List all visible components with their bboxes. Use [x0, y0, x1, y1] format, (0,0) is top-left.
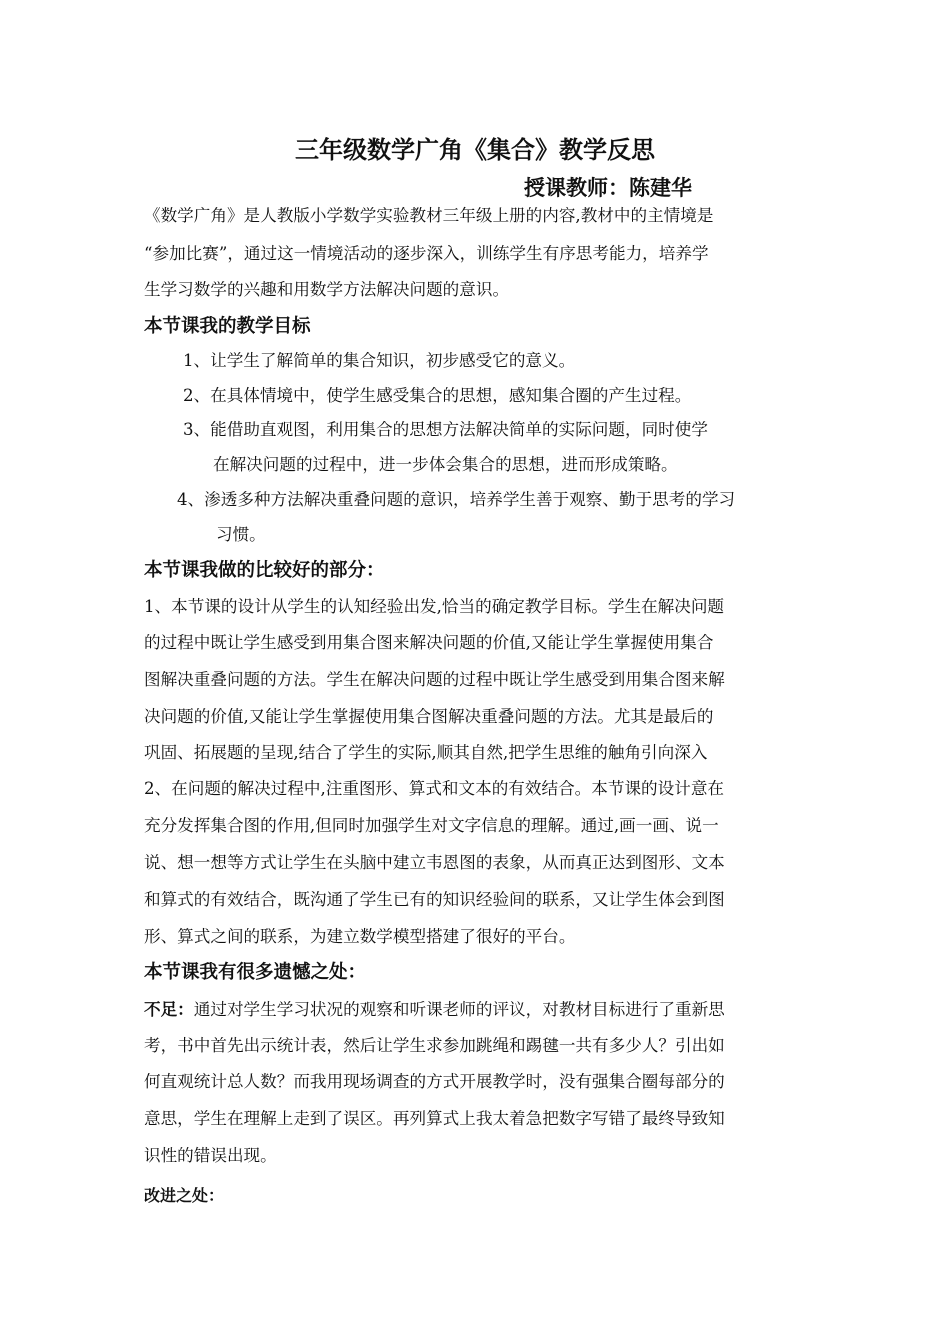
strength-line: 决问题的价值,又能让学生掌握使用集合图解决重叠问题的方法。尤其是最后的	[144, 707, 714, 726]
strength-line: 说、想一想等方式让学生在头脑中建立韦恩图的表象，从而真正达到图形、文本	[144, 853, 725, 872]
regret-line: 何直观统计总人数？而我用现场调查的方式开展教学时，没有强集合圈每部分的	[144, 1072, 725, 1091]
strength-line: 1、本节课的设计从学生的认知经验出发,恰当的确定教学目标。学生在解决问题	[144, 597, 725, 616]
strength-line: 充分发挥集合图的作用,但同时加强学生对文字信息的理解。通过,画一画、说一	[144, 816, 719, 835]
goal-item-continued: 在解决问题的过程中，进一步体会集合的思想，进而形成策略。	[213, 455, 678, 474]
strength-line: 巩固、拓展题的呈现,结合了学生的实际,顺其自然,把学生思维的触角引向深入	[144, 743, 708, 762]
intro-line: 生学习数学的兴趣和用数学方法解决问题的意识。	[144, 280, 510, 299]
goal-item: 1、让学生了解简单的集合知识，初步感受它的意义。	[183, 351, 576, 370]
section-heading-strengths: 本节课我做的比较好的部分：	[144, 560, 385, 581]
teacher-name: 授课教师：陈建华	[524, 176, 692, 200]
goal-item: 2、在具体情境中，使学生感受集合的思想，感知集合圈的产生过程。	[183, 386, 692, 405]
regret-text: 通过对学生学习状况的观察和听课老师的评议，对教材目标进行了重新思	[193, 1000, 725, 1019]
goal-item: 4、渗透多种方法解决重叠问题的意识，培养学生善于观察、勤于思考的学习	[177, 490, 736, 509]
section-heading-goals: 本节课我的教学目标	[144, 316, 311, 337]
intro-line: “参加比赛”，通过这一情境活动的逐步深入，训练学生有序思考能力，培养学	[144, 244, 709, 263]
regret-line: 意思，学生在理解上走到了误区。再列算式上我太着急把数字写错了最终导致知	[144, 1109, 725, 1128]
strength-line: 形、算式之间的联系，为建立数学模型搭建了很好的平台。	[144, 927, 576, 946]
shortcoming-label: 不足：	[144, 1000, 194, 1019]
section-heading-regrets: 本节课我有很多遗憾之处：	[144, 962, 367, 983]
strength-line: 的过程中既让学生感受到用集合图来解决问题的价值,又能让学生掌握使用集合	[144, 633, 714, 652]
goal-item-continued: 习惯。	[216, 525, 266, 544]
document-title: 三年级数学广角《集合》教学反思	[295, 136, 655, 164]
strength-line: 和算式的有效结合，既沟通了学生已有的知识经验间的联系，又让学生体会到图	[144, 890, 725, 909]
regret-line: 考，书中首先出示统计表，然后让学生求参加跳绳和踢毽一共有多少人？引出如	[144, 1036, 725, 1055]
regret-line: 识性的错误出现。	[144, 1146, 277, 1165]
strength-line: 图解决重叠问题的方法。学生在解决问题的过程中既让学生感受到用集合图来解	[144, 670, 725, 689]
intro-line: 《数学广角》是人教版小学数学实验教材三年级上册的内容,教材中的主情境是	[144, 206, 714, 225]
strength-line: 2、在问题的解决过程中,注重图形、算式和文本的有效结合。本节课的设计意在	[144, 779, 725, 798]
goal-item: 3、能借助直观图，利用集合的思想方法解决简单的实际问题，同时使学	[183, 420, 708, 439]
regret-line	[144, 996, 725, 1020]
improvement-label: 改进之处：	[144, 1186, 225, 1205]
